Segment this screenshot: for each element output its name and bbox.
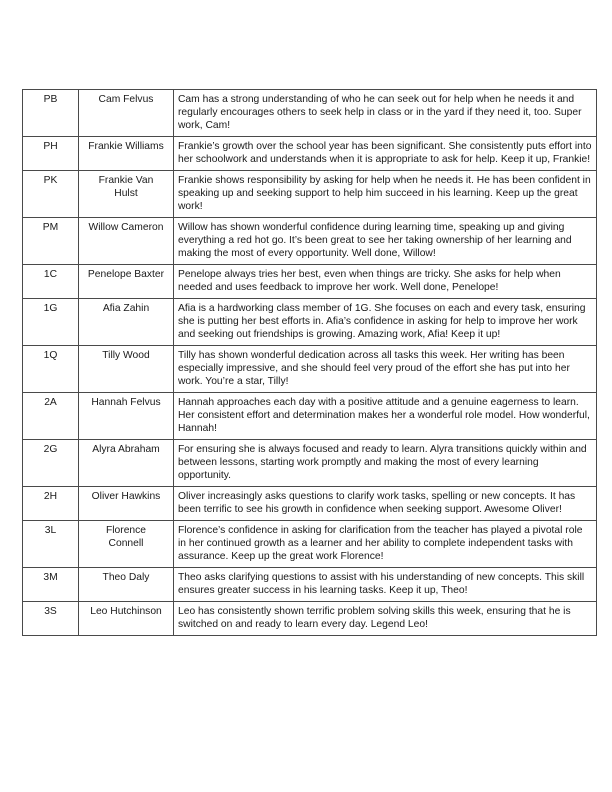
student-name-cell (79, 265, 174, 299)
student-name-cell (79, 137, 174, 171)
table-row (23, 171, 597, 218)
student-name: Frankie Van Hulst (98, 175, 154, 199)
comment-cell: Frankie’s growth over the school year has been significant. She consistently puts effort into her schoolwork and understands when it is appropriate to ask for help. Keep it up, Frankie! (174, 137, 597, 171)
student-name: Frankie Williams (88, 141, 164, 152)
table-row (23, 265, 597, 299)
student-name: Florence Connell (105, 525, 147, 549)
comment-cell: Willow has shown wonderful confidence during learning time, speaking up and giving everything a red hot go. It’s been great to see her taking ownership of her learning and making the most of every opportunity. Well done, Willow! (174, 218, 597, 265)
class-code-cell: PK (23, 171, 79, 218)
class-code-cell: PH (23, 137, 79, 171)
comment-cell: Hannah approaches each day with a positive attitude and a genuine eagerness to learn. Her consistent effort and determination makes her a wonderful role model. How wonderful, Hannah! (174, 393, 597, 440)
student-name: Tilly Wood (102, 350, 150, 361)
table-row (23, 90, 597, 137)
student-name: Cam Felvus (98, 94, 154, 105)
table-row (23, 346, 597, 393)
comment-cell: Leo has consistently shown terrific problem solving skills this week, ensuring that he is switched on and ready to learn every day. Legend Leo! (174, 602, 597, 636)
student-name: Alyra Abraham (92, 444, 160, 455)
student-name: Leo Hutchinson (90, 606, 162, 617)
student-name-cell (79, 487, 174, 521)
student-name-cell (79, 440, 174, 487)
comment-cell: Theo asks clarifying questions to assist with his understanding of new concepts. This skill ensures greater success in his learning tasks. Keep it up, Theo! (174, 568, 597, 602)
table-row (23, 521, 597, 568)
class-code-cell: PM (23, 218, 79, 265)
comment-cell: Cam has a strong understanding of who he can seek out for help when he needs it and regularly encourages others to seek help in class or in the yard if they need it, too. Super work, Cam! (174, 90, 597, 137)
comment-cell: Florence’s confidence in asking for clarification from the teacher has played a pivotal role in her continued growth as a learner and her ability to complete independent tasks with assurance. Keep up the great work Florence! (174, 521, 597, 568)
comment-cell: Tilly has shown wonderful dedication across all tasks this week. Her writing has been especially impressive, and she should feel very proud of the effort she has put into her work. You’re a star, Tilly! (174, 346, 597, 393)
student-name-cell (79, 171, 174, 218)
student-name-cell (79, 346, 174, 393)
class-code-cell: 1Q (23, 346, 79, 393)
class-code-cell: 3M (23, 568, 79, 602)
student-name-cell (79, 568, 174, 602)
table-row (23, 487, 597, 521)
student-name-cell (79, 602, 174, 636)
student-name-cell (79, 218, 174, 265)
class-code-cell: 2G (23, 440, 79, 487)
table-row (23, 440, 597, 487)
class-code-cell: 2A (23, 393, 79, 440)
student-name: Penelope Baxter (87, 269, 165, 280)
awards-table (22, 89, 597, 636)
class-code-cell: 2H (23, 487, 79, 521)
student-name: Willow Cameron (88, 222, 164, 233)
class-code-cell: 3L (23, 521, 79, 568)
table-row (23, 218, 597, 265)
table-row (23, 137, 597, 171)
comment-cell: Frankie shows responsibility by asking for help when he needs it. He has been confident in speaking up and seeking support to help him succeed in his learning. Keep up the great work! (174, 171, 597, 218)
table-row (23, 299, 597, 346)
comment-cell: Afia is a hardworking class member of 1G. She focuses on each and every task, ensuring she is putting her best efforts in. Afia’s confidence in asking for help to improve her work and seeking out friendships is growing. Amazing work, Afia! Keep it up! (174, 299, 597, 346)
class-code-cell: PB (23, 90, 79, 137)
table-row (23, 568, 597, 602)
student-name: Oliver Hawkins (91, 491, 161, 502)
student-name: Hannah Felvus (91, 397, 161, 408)
comment-cell: Oliver increasingly asks questions to clarify work tasks, spelling or new concepts. It has been terrific to see his growth in confidence when seeking support. Awesome Oliver! (174, 487, 597, 521)
table-row (23, 393, 597, 440)
comment-cell: For ensuring she is always focused and ready to learn. Alyra transitions quickly within and between lessons, starting work promptly and making the most of every learning opportunity. (174, 440, 597, 487)
table-row (23, 602, 597, 636)
class-code-cell: 1G (23, 299, 79, 346)
class-code-cell: 3S (23, 602, 79, 636)
student-name: Afia Zahin (102, 303, 150, 314)
awards-table-body (23, 90, 597, 636)
student-name-cell (79, 393, 174, 440)
student-name-cell (79, 90, 174, 137)
student-name-cell (79, 521, 174, 568)
class-code-cell: 1C (23, 265, 79, 299)
comment-cell: Penelope always tries her best, even when things are tricky. She asks for help when needed and uses feedback to improve her work. Well done, Penelope! (174, 265, 597, 299)
student-name: Theo Daly (102, 572, 150, 583)
student-name-cell (79, 299, 174, 346)
